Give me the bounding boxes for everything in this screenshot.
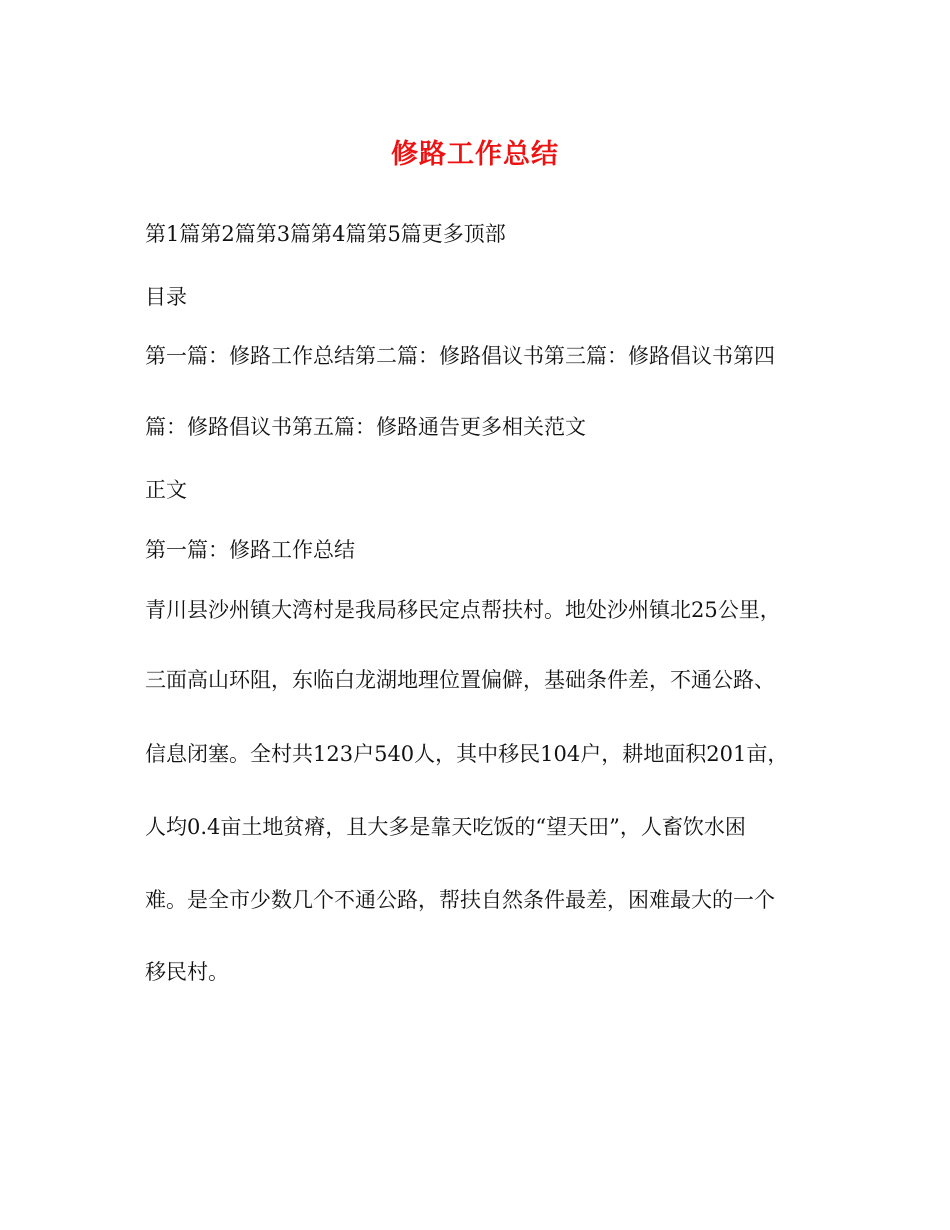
paragraph-line-6: 移民村。 [145,960,229,984]
section-heading: 第一篇：修路工作总结 [145,538,355,562]
toc-heading: 目录 [145,285,187,309]
paragraph-line-3: 信息闭塞。全村共123户540人，其中移民104户，耕地面积201亩， [145,742,789,766]
body-heading: 正文 [145,478,187,502]
document-title: 修路工作总结 [391,139,559,170]
toc-line-2: 篇：修路倡议书第五篇：修路通告更多相关范文 [145,415,586,439]
paragraph-line-5: 难。是全市少数几个不通公路，帮扶自然条件最差，困难最大的一个 [145,888,775,912]
toc-line-1: 第一篇：修路工作总结第二篇：修路倡议书第三篇：修路倡议书第四 [145,344,775,368]
paragraph-line-2: 三面高山环阻，东临白龙湖地理位置偏僻，基础条件差，不通公路、 [145,668,775,692]
paragraph-line-1: 青川县沙州镇大湾村是我局移民定点帮扶村。地处沙州镇北25公里， [145,598,781,622]
paragraph-line-4: 人均0.4亩土地贫瘠，且大多是靠天吃饭的“望天田”，人畜饮水困 [145,815,746,839]
nav-line: 第1篇第2篇第3篇第4篇第5篇更多顶部 [145,222,506,246]
